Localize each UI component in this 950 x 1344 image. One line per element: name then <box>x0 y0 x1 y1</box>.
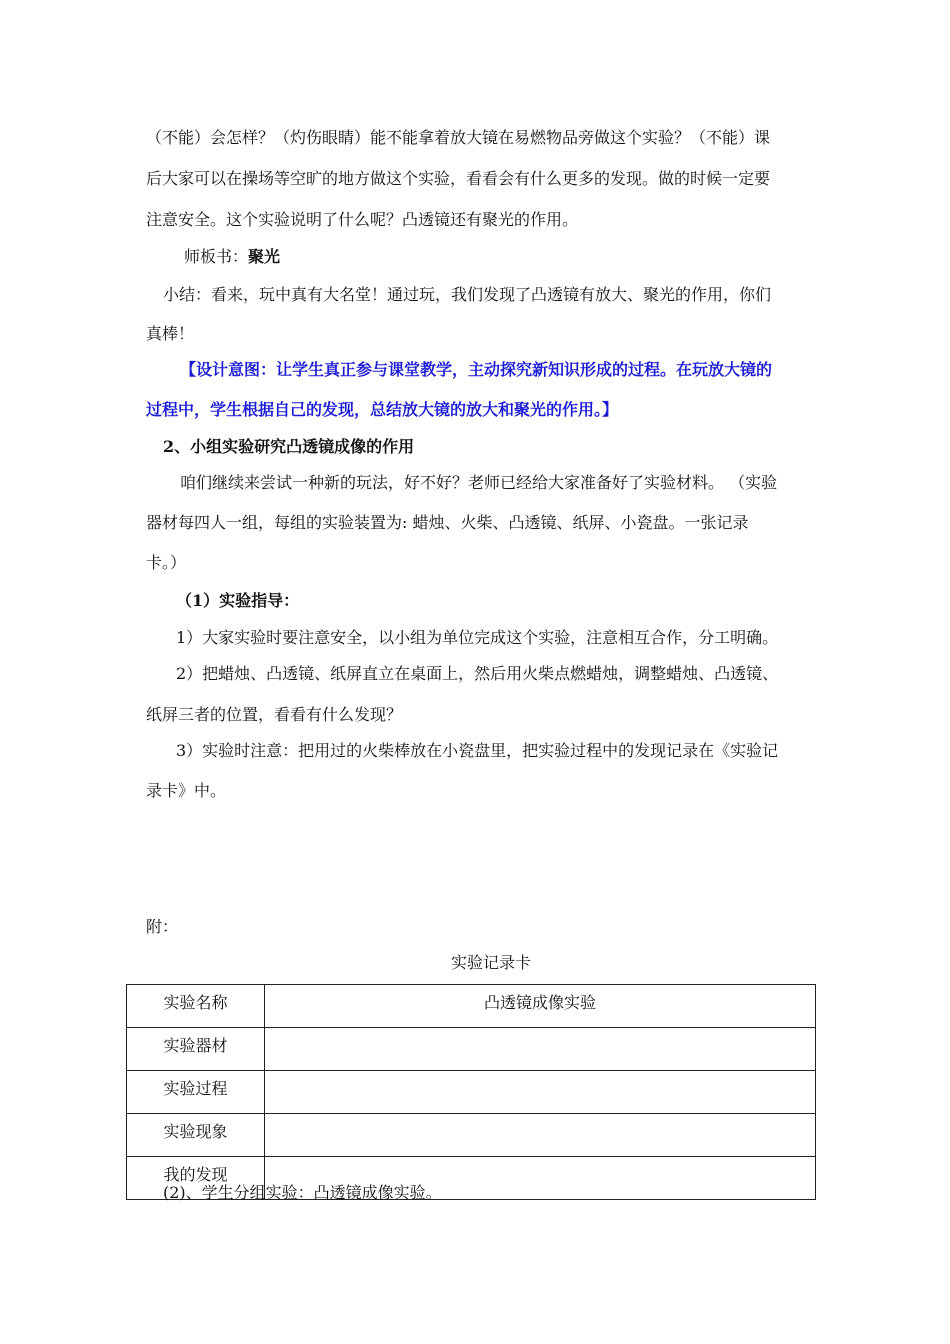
table-row <box>127 1028 816 1071</box>
record-card-title: 实验记录卡 <box>451 953 532 972</box>
step-line: 录卡》中。 <box>146 781 227 800</box>
board-label: 师板书： <box>184 247 249 266</box>
board-value: 聚光 <box>248 247 281 266</box>
table-row <box>127 1114 816 1157</box>
board-note <box>184 247 280 267</box>
row-value <box>265 1028 816 1071</box>
paragraph-line: (2)、学生分组实验：凸透镜成像实验。 <box>163 1183 442 1202</box>
row-label: 实验现象 <box>127 1114 265 1157</box>
paragraph-line: 器材每四人一组，每组的实验装置为: 蜡烛、火柴、凸透镜、纸屏、小瓷盘。一张记录 <box>146 513 749 532</box>
paragraph-line: 后大家可以在操场等空旷的地方做这个实验，看看会有什么更多的发现。做的时候一定要 <box>146 169 771 188</box>
section-title: 2、小组实验研究凸透镜成像的作用 <box>163 437 415 456</box>
paragraph-line: （不能）会怎样？（灼伤眼睛）能不能拿着放大镜在易燃物品旁做这个实验？（不能）课 <box>146 128 771 147</box>
summary-line: 真棒！ <box>146 324 195 343</box>
row-label: 实验器材 <box>127 1028 265 1071</box>
row-label: 实验过程 <box>127 1071 265 1114</box>
row-label: 我的发现 <box>127 1157 265 1200</box>
design-intent-line: 【设计意图：让学生真正参与课堂教学，主动探究新知识形成的过程。在玩放大镜的 <box>180 360 773 379</box>
step-line: 纸屏三者的位置，看看有什么发现？ <box>146 705 403 724</box>
step-line: 2）把蜡烛、凸透镜、纸屏直立在桌面上，然后用火柴点燃蜡烛，调整蜡烛、凸透镜、 <box>176 664 779 683</box>
appendix-label: 附： <box>146 917 179 936</box>
table-row <box>127 985 816 1028</box>
table-row <box>127 1071 816 1114</box>
record-card-table <box>126 984 816 1200</box>
row-value <box>265 1071 816 1114</box>
row-value: 凸透镜成像实验 <box>265 985 816 1028</box>
paragraph-line: 咱们继续来尝试一种新的玩法，好不好？老师已经给大家准备好了实验材料。 （实验 <box>180 473 778 492</box>
subsection-title: （1）实验指导： <box>176 591 300 610</box>
step-line: 1）大家实验时要注意安全，以小组为单位完成这个实验，注意相互合作，分工明确。 <box>176 628 779 647</box>
paragraph-line: 注意安全。这个实验说明了什么呢？凸透镜还有聚光的作用。 <box>146 210 579 229</box>
row-label: 实验名称 <box>127 985 265 1028</box>
paragraph-line: 卡。） <box>146 553 187 572</box>
step-line: 3）实验时注意：把用过的火柴棒放在小瓷盘里，把实验过程中的发现记录在《实验记 <box>176 741 779 760</box>
summary-line: 小结：看来，玩中真有大名堂！通过玩，我们发现了凸透镜有放大、聚光的作用，你们 <box>163 285 772 304</box>
design-intent-line: 过程中，学生根据自己的发现，总结放大镜的放大和聚光的作用。】 <box>146 400 619 419</box>
row-value <box>265 1114 816 1157</box>
